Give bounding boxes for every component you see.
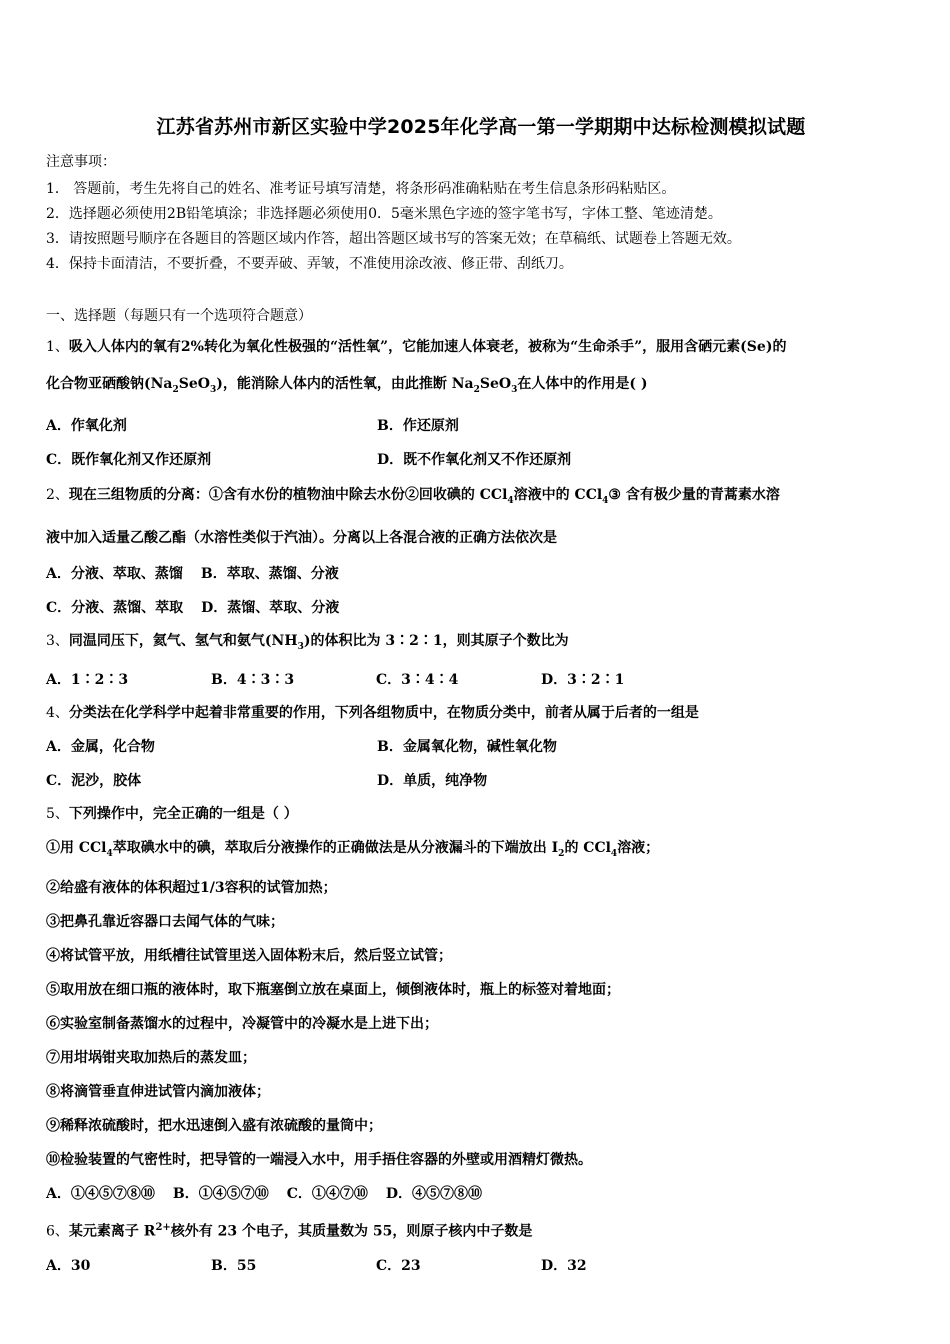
question-stem bbox=[46, 329, 916, 366]
stem-text: SeO bbox=[479, 376, 512, 392]
question-stem: 液中加入适量乙酸乙酯（水溶性类似于汽油）。分离以上各混合液的正确方法依次是 bbox=[46, 529, 557, 546]
options-row bbox=[46, 443, 916, 477]
subscript: 4 bbox=[106, 849, 113, 860]
statement-2: ②给盛有液体的体积超过1/3容积的试管加热； bbox=[46, 880, 337, 897]
stem-text: 分类法在化学科学中起着非常重要的作用，下列各组物质中，在物质分类中，前者从属于后者的一组是 bbox=[68, 705, 699, 722]
question-6 bbox=[46, 1211, 916, 1283]
option-d[interactable]: D．32 bbox=[541, 1257, 587, 1274]
notice-item: 4．保持卡面清洁，不要折叠，不要弄破、弄皱，不准使用涂改液、修正带、刮纸刀。 bbox=[46, 256, 573, 272]
statement-6: ⑥实验室制备蒸馏水的过程中，冷凝管中的冷凝水是上进下出； bbox=[46, 1016, 438, 1033]
option-d[interactable]: D．单质，纯净物 bbox=[377, 773, 488, 790]
subscript: 2 bbox=[473, 384, 480, 395]
notice-item: 1． 答题前，考生先将自己的姓名、准考证号填写清楚，将条形码准确粘贴在考生信息条形码粘贴区。 bbox=[46, 181, 676, 197]
option-a[interactable]: A．30 bbox=[46, 1257, 91, 1274]
stem-text: 化合物亚硒酸钠(Na bbox=[46, 376, 173, 392]
stem-text: 现在三组物质的分离：①含有水份的植物油中除去水份②回收碘的 CCl bbox=[68, 486, 508, 503]
statement-8: ⑧将滴管垂直伸进试管内滴加液体； bbox=[46, 1084, 270, 1101]
option-c[interactable]: C．23 bbox=[376, 1257, 421, 1274]
option-d[interactable]: D．3∶2∶1 bbox=[541, 672, 625, 689]
subscript: 4 bbox=[507, 495, 514, 506]
question-stem bbox=[46, 697, 916, 730]
question-2 bbox=[46, 477, 916, 625]
stem-text: 在人体中的作用是( ) bbox=[517, 376, 648, 392]
page-title: 江苏省苏州市新区实验中学2025年化学高一第一学期期中达标检测模拟试题 bbox=[156, 116, 806, 138]
statement-5: ⑤取用放在细口瓶的液体时，取下瓶塞倒立放在桌面上，倾倒液体时，瓶上的标签对着地面； bbox=[46, 982, 620, 999]
subscript: 3 bbox=[511, 384, 518, 395]
statement-7: ⑦用坩埚钳夹取加热后的蒸发皿； bbox=[46, 1050, 256, 1067]
question-number: 3、 bbox=[46, 632, 69, 649]
subscript: 2 bbox=[558, 849, 565, 860]
stem-text: 溶液中的 CCl bbox=[513, 486, 603, 503]
statement-9: ⑨稀释浓硫酸时，把水迅速倒入盛有浓硫酸的量筒中； bbox=[46, 1118, 382, 1135]
notice-heading: 注意事项： bbox=[46, 154, 116, 170]
option-a[interactable]: A．作氧化剂 bbox=[46, 417, 127, 434]
subscript: 3 bbox=[297, 641, 304, 652]
options-row bbox=[46, 1177, 916, 1211]
question-stem bbox=[46, 625, 916, 664]
option-b[interactable]: B．作还原剂 bbox=[377, 417, 459, 434]
option-c[interactable]: C．既作氧化剂又作还原剂 bbox=[46, 451, 212, 468]
statement-4: ④将试管平放，用纸槽往试管里送入固体粉末后，然后竖立试管； bbox=[46, 948, 452, 965]
stem-text: ③ 含有极少量的青蒿素水溶 bbox=[608, 486, 780, 503]
option-c[interactable]: C．分液、蒸馏、萃取 bbox=[46, 599, 184, 616]
options-row bbox=[46, 1249, 916, 1283]
exam-page bbox=[46, 112, 916, 1283]
question-stem bbox=[46, 1211, 916, 1249]
subscript: 3 bbox=[209, 384, 217, 395]
question-4 bbox=[46, 697, 916, 798]
stem-text: )的体积比为 3∶2∶1，则其原子个数比为 bbox=[303, 632, 569, 649]
subscript: 2 bbox=[172, 384, 179, 395]
question-stem bbox=[46, 477, 916, 520]
question-number: 2、 bbox=[46, 486, 69, 503]
subscript: 4 bbox=[610, 849, 618, 860]
stem-text: SeO bbox=[178, 376, 210, 392]
option-c[interactable]: C．①④⑦⑩ bbox=[286, 1186, 368, 1203]
stem-text: 核外有 23 个电子，其质量数为 55，则原子核内中子数是 bbox=[170, 1223, 533, 1240]
stem-text: 下列操作中，完全正确的一组是（ ） bbox=[68, 806, 298, 823]
question-1 bbox=[46, 329, 916, 477]
option-a[interactable]: A．①④⑤⑦⑧⑩ bbox=[46, 1186, 155, 1203]
option-b[interactable]: B．萃取、蒸馏、分液 bbox=[200, 565, 339, 582]
options-row bbox=[46, 557, 916, 591]
option-a[interactable]: A．金属，化合物 bbox=[46, 739, 155, 756]
statement-text: 萃取碘水中的碘，萃取后分液操作的正确做法是从分液漏斗的下端放出 I bbox=[112, 840, 559, 857]
option-d[interactable]: D．④⑤⑦⑧⑩ bbox=[385, 1186, 483, 1203]
statement-text: 溶液； bbox=[617, 840, 660, 857]
question-stem bbox=[46, 798, 916, 831]
option-b[interactable]: B．55 bbox=[211, 1257, 257, 1274]
options-row bbox=[46, 409, 916, 443]
section-title: 一、选择题（每题只有一个选项符合题意） bbox=[46, 308, 312, 324]
question-number: 6、 bbox=[46, 1223, 69, 1240]
notice-item: 3．请按照题号顺序在各题目的答题区域内作答，超出答题区域书写的答案无效；在草稿纸、试题卷上答题无效。 bbox=[46, 231, 741, 247]
stem-text: )，能消除人体内的活性氧，由此推断 Na bbox=[216, 376, 474, 392]
option-b[interactable]: B．4∶3∶3 bbox=[211, 672, 295, 689]
option-b[interactable]: B．金属氧化物，碱性氧化物 bbox=[377, 739, 557, 756]
option-a[interactable]: A．1∶2∶3 bbox=[46, 672, 129, 689]
statement-text: ①用 CCl bbox=[46, 840, 107, 857]
notice-item: 2．选择题必须使用2B铅笔填涂；非选择题必须使用0．5毫米黑色字迹的签字笔书写，字体工整、笔迹清楚。 bbox=[46, 206, 722, 222]
stem-text: 某元素离子 R bbox=[68, 1223, 156, 1240]
option-c[interactable]: C．3∶4∶4 bbox=[376, 672, 459, 689]
stem-text: 同温同压下，氦气、氢气和氨气(NH bbox=[68, 632, 298, 649]
options-row bbox=[46, 764, 916, 798]
stem-text: 吸入人体内的氧有2%转化为氧化性极强的“活性氧”，它能加速人体衰老，被称为“生命杀手”，服用含硒元素(Se)的 bbox=[68, 339, 787, 355]
option-a[interactable]: A．分液、萃取、蒸馏 bbox=[46, 565, 183, 582]
options-row bbox=[46, 591, 916, 625]
options-row bbox=[46, 663, 916, 697]
question-stem bbox=[46, 366, 916, 409]
statement-3: ③把鼻孔靠近容器口去闻气体的气味； bbox=[46, 914, 284, 931]
option-d[interactable]: D．既不作氧化剂又不作还原剂 bbox=[377, 451, 572, 468]
question-number: 1、 bbox=[46, 339, 69, 355]
option-b[interactable]: B．①④⑤⑦⑩ bbox=[172, 1186, 269, 1203]
statement-10: ⑩检验装置的气密性时，把导管的一端浸入水中，用手捂住容器的外壁或用酒精灯微热。 bbox=[46, 1152, 592, 1169]
superscript: 2+ bbox=[155, 1222, 171, 1234]
statement-text: 的 CCl bbox=[564, 840, 611, 857]
question-5 bbox=[46, 798, 916, 1211]
options-row bbox=[46, 730, 916, 764]
subscript: 4 bbox=[602, 495, 609, 506]
statement-1 bbox=[46, 831, 916, 871]
notice-block bbox=[46, 151, 916, 277]
question-number: 5、 bbox=[46, 806, 69, 823]
question-3 bbox=[46, 625, 916, 698]
option-c[interactable]: C．泥沙，胶体 bbox=[46, 773, 142, 790]
option-d[interactable]: D．蒸馏、萃取、分液 bbox=[201, 599, 340, 616]
question-number: 4、 bbox=[46, 705, 69, 722]
